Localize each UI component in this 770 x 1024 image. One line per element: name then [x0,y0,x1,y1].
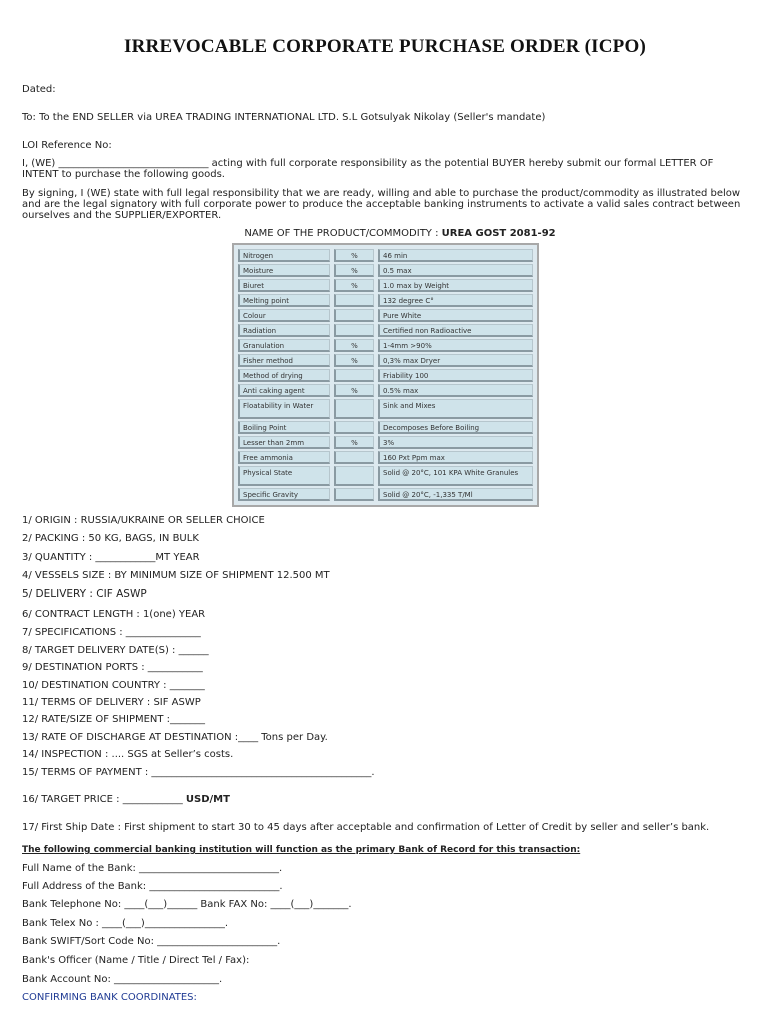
spec-unit [334,294,374,307]
spec-value: Sink and Mixes [378,399,533,419]
spec-row [234,487,537,502]
target-price-line [22,794,230,805]
spec-row [234,353,537,368]
bank-heading: The following commercial banking institution will function as the primary Bank of Record for this transaction: [22,845,581,855]
spec-parameter: Colour [238,309,330,322]
spec-row [234,398,537,420]
intent-paragraph: I, (WE) ______________________________ acting with full corporate responsibility as the potential BUYER hereby submit our formal LETTER OF INTENT to purchase the following goods. [22,158,714,180]
spec-unit [334,488,374,501]
spec-value: Solid @ 20°C, -1,335 T/Ml [378,488,533,501]
spec-unit: % [334,436,374,449]
term-item: 3/ QUANTITY : ____________MT YEAR [22,552,200,563]
target-price-unit: USD/MT [185,794,230,805]
spec-row [234,248,537,263]
bank-detail-line: Bank SWIFT/Sort Code No: ________________________. [22,936,281,947]
first-ship-date: 17/ First Ship Date : First shipment to start 30 to 45 days after acceptable and confirmation of Letter of Credit by seller and seller’s bank. [22,822,710,833]
term-item: 7/ SPECIFICATIONS : _______________ [22,627,201,638]
term-item: 15/ TERMS OF PAYMENT : ____________________________________________. [22,767,375,778]
spec-value: 0,3% max Dryer [378,354,533,367]
spec-parameter: Radiation [238,324,330,337]
spec-row [234,383,537,398]
spec-unit: % [334,264,374,277]
confirming-bank-heading: CONFIRMING BANK COORDINATES: [22,992,197,1003]
term-item: 13/ RATE OF DISCHARGE AT DESTINATION :____ Tons per Day. [22,732,328,743]
spec-parameter: Physical State [238,466,330,486]
spec-table [232,243,539,507]
spec-row [234,308,537,323]
spec-parameter: Method of drying [238,369,330,382]
commodity-label: NAME OF THE PRODUCT/COMMODITY : [244,228,442,239]
spec-value: 1-4mm >90% [378,339,533,352]
bank-detail-line: Bank Telephone No: ____(___)______ Bank FAX No: ____(___)_______. [22,899,352,910]
term-item: 12/ RATE/SIZE OF SHIPMENT :_______ [22,714,206,725]
spec-unit [334,421,374,434]
spec-unit [334,309,374,322]
bank-detail-line: Bank Account No: _____________________. [22,974,223,985]
spec-value: 1.0 max by Weight [378,279,533,292]
dated-line: Dated: [22,84,56,95]
spec-unit [334,399,374,419]
spec-value: Pure White [378,309,533,322]
spec-value: Decomposes Before Boiling [378,421,533,434]
spec-row [234,278,537,293]
bank-detail-line: Bank's Officer (Name / Title / Direct Tel / Fax): [22,955,250,966]
spec-value: 132 degree C° [378,294,533,307]
spec-parameter: Specific Gravity [238,488,330,501]
spec-unit [334,466,374,486]
spec-row [234,263,537,278]
addressee-line: To: To the END SELLER via UREA TRADING INTERNATIONAL LTD. S.L Gotsulyak Nikolay (Seller's mandate) [22,112,546,123]
spec-unit: % [334,339,374,352]
term-item: 5/ DELIVERY : CIF ASWP [22,588,147,600]
spec-unit [334,451,374,464]
spec-unit [334,369,374,382]
spec-unit: % [334,249,374,262]
document-title: IRREVOCABLE CORPORATE PURCHASE ORDER (ICPO) [124,36,646,57]
spec-row [234,465,537,487]
spec-parameter: Melting point [238,294,330,307]
target-price-label: 16/ TARGET PRICE : ____________ [22,794,186,805]
term-item: 11/ TERMS OF DELIVERY : SIF ASWP [22,697,201,708]
term-item: 4/ VESSELS SIZE : BY MINIMUM SIZE OF SHIPMENT 12.500 MT [22,570,330,581]
commodity-line [0,228,770,239]
term-item: 6/ CONTRACT LENGTH : 1(one) YEAR [22,609,206,620]
spec-row [234,435,537,450]
spec-row [234,293,537,308]
spec-parameter: Free ammonia [238,451,330,464]
spec-parameter: Nitrogen [238,249,330,262]
bank-detail-line: Full Name of the Bank: ____________________________. [22,863,283,874]
signing-paragraph: By signing, I (WE) state with full legal responsibility that we are ready, willing and able to purchase the product/commodity as illustrated below and are the legal signatory with full corporate power to produce the acceptable banking instruments to activate a valid sales contract between ourselves and the SUPPLIER/EXPORTER. [22,188,741,221]
bank-detail-line: Full Address of the Bank: __________________________. [22,881,283,892]
spec-parameter: Granulation [238,339,330,352]
spec-parameter: Biuret [238,279,330,292]
spec-value: 160 Pxt Ppm max [378,451,533,464]
spec-parameter: Floatability in Water [238,399,330,419]
term-item: 1/ ORIGIN : RUSSIA/UKRAINE OR SELLER CHOICE [22,515,265,526]
spec-value: Certified non Radioactive [378,324,533,337]
spec-parameter: Moisture [238,264,330,277]
spec-parameter: Anti caking agent [238,384,330,397]
spec-row [234,338,537,353]
term-item: 8/ TARGET DELIVERY DATE(S) : ______ [22,645,209,656]
term-item: 10/ DESTINATION COUNTRY : _______ [22,680,205,691]
spec-row [234,420,537,435]
spec-unit: % [334,354,374,367]
spec-value: 46 min [378,249,533,262]
spec-value: Friability 100 [378,369,533,382]
spec-parameter: Lesser than 2mm [238,436,330,449]
term-item: 2/ PACKING : 50 KG, BAGS, IN BULK [22,533,199,544]
spec-value: 0.5% max [378,384,533,397]
spec-unit: % [334,384,374,397]
spec-unit: % [334,279,374,292]
spec-parameter: Boiling Point [238,421,330,434]
spec-value: 0.5 max [378,264,533,277]
spec-row [234,323,537,338]
spec-value: 3% [378,436,533,449]
loi-reference: LOI Reference No: [22,140,112,151]
spec-value: Solid @ 20°C, 101 KPA White Granules [378,466,533,486]
spec-row [234,368,537,383]
spec-unit [334,324,374,337]
bank-detail-line: Bank Telex No : ____(___)________________. [22,918,229,929]
term-item: 14/ INSPECTION : .... SGS at Seller’s costs. [22,749,234,760]
term-item: 9/ DESTINATION PORTS : ___________ [22,662,203,673]
spec-parameter: Fisher method [238,354,330,367]
commodity-value: UREA GOST 2081-92 [441,228,556,239]
spec-row [234,450,537,465]
